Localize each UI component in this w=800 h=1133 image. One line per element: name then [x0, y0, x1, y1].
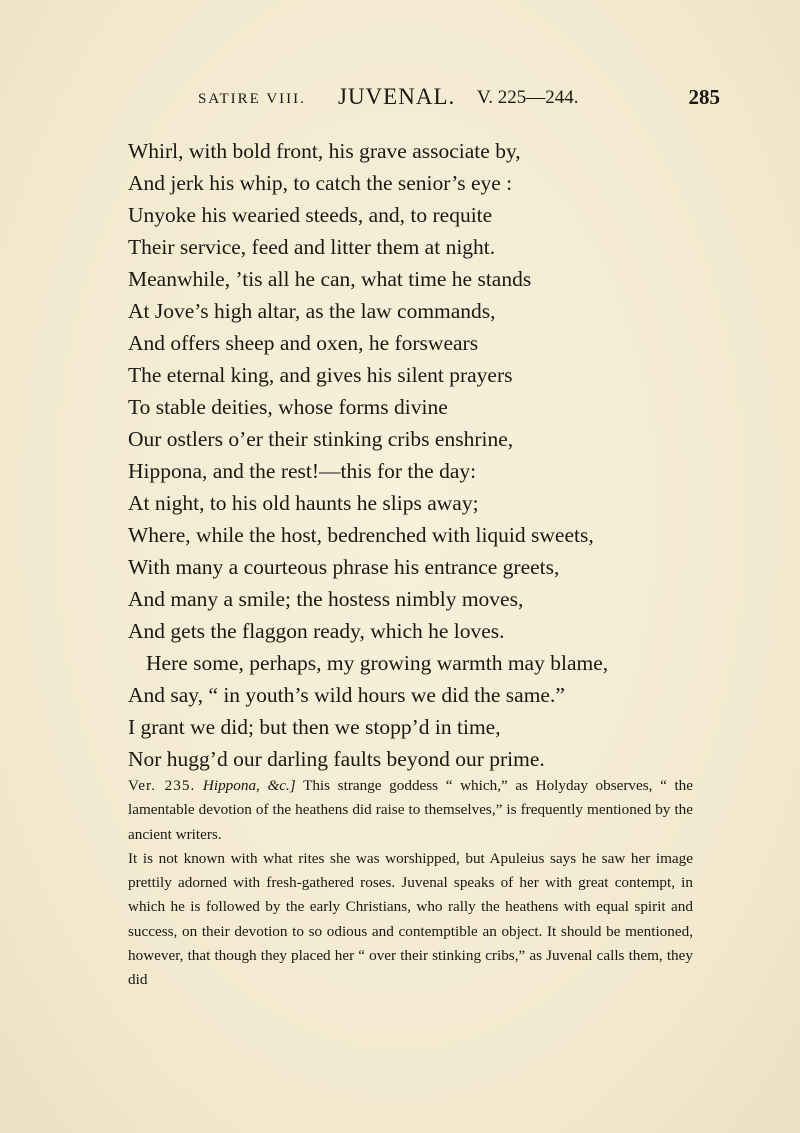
poem-line: And many a smile; the hostess nimbly moves, — [128, 587, 524, 611]
page-number: 285 — [688, 85, 720, 109]
poem-line: I grant we did; but then we stopp’d in time, — [128, 715, 501, 739]
verse-range: V. 225—244. — [477, 87, 579, 108]
footnote-paragraph — [128, 774, 693, 847]
poem-line: Their service, feed and litter them at night. — [128, 235, 496, 259]
poem-line: Our ostlers o’er their stinking cribs enshrine, — [128, 427, 514, 451]
poem-line: And offers sheep and oxen, he forswears — [128, 331, 479, 355]
poem-line: Where, while the host, bedrenched with liquid sweets, — [128, 523, 594, 547]
poem-line: Here some, perhaps, my growing warmth may blame, — [146, 651, 609, 675]
poem-line: And jerk his whip, to catch the senior’s eye : — [128, 171, 513, 195]
satire-number: SATIRE VIII. — [198, 91, 306, 107]
footnote-paragraph: It is not known with what rites she was worshipped, but Apuleius says he saw her image prettily adorned with fresh-gathered roses. Juvenal speaks of her with great contempt, in which he is followed by the early Christians, who rally the heathens with equal spirit and success, on their devotion to so odious and contemptible an object. It should be mentioned, however, that though they placed her “ over their stinking cribs,” as Juvenal calls them, they did — [128, 849, 693, 989]
poem-line: To stable deities, whose forms divine — [128, 395, 448, 419]
poem-line: Nor hugg’d our darling faults beyond our prime. — [128, 747, 545, 771]
poem-line: At night, to his old haunts he slips away; — [128, 491, 479, 515]
poem-line: And say, “ in youth’s wild hours we did the same.” — [128, 683, 565, 707]
verse-reference: Ver. 235. — [128, 777, 196, 794]
footnotes — [128, 774, 693, 993]
poem-line: Whirl, with bold front, his grave associate by, — [128, 139, 521, 163]
poem-line: At Jove’s high altar, as the law commands, — [128, 299, 496, 323]
poem-line: With many a courteous phrase his entrance greets, — [128, 555, 560, 579]
poem-line: Unyoke his wearied steeds, and, to requite — [128, 203, 493, 227]
footnote-text: This strange goddess “ which,” as Holyday observes, “ the lamentable devotion of the heathens did raise to themselves,” is frequently mentioned by the ancient writers. — [128, 777, 694, 843]
poem-line: Meanwhile, ’tis all he can, what time he stands — [128, 267, 532, 291]
reference-title: Hippona, &c.] — [202, 777, 296, 794]
running-header — [198, 82, 720, 112]
poem-line: The eternal king, and gives his silent prayers — [128, 363, 513, 387]
author-name: JUVENAL. — [338, 84, 456, 109]
poem-text — [128, 135, 748, 775]
poem-line: And gets the flaggon ready, which he loves. — [128, 619, 505, 643]
poem-line: Hippona, and the rest!—this for the day: — [128, 459, 477, 483]
